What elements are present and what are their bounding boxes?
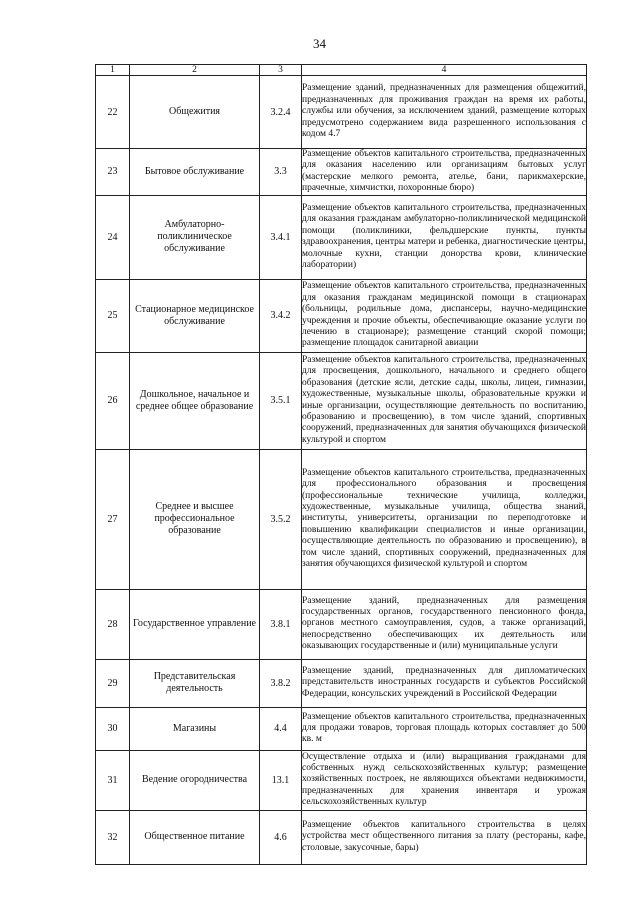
row-number: 32 xyxy=(96,810,130,864)
use-description: Размещение объектов капитального строительства, предназначенных для профессионального образования и просвещения (профессиональные технические училища, колледжи, художественные, музыкальные училища, общества знаний, институты, университеты, организации по переподготовке и повышению квалификации специалистов и иные организации, осуществляющие деятельность по образованию и просвещению), в том числе зданий, спортивных сооружений, предназначенных для занятия обучающихся физической культурой и спортом xyxy=(302,449,587,589)
table-row xyxy=(96,449,587,589)
use-description: Размещение объектов капитального строительства, предназначенных для оказания гражданам амбулаторно-поликлинической медицинской помощи (поликлиники, фельдшерские пункты, пункты здравоохранения, центры матери и ребенка, диагностические центры, молочные кухни, станции донорства крови, клинические лаборатории) xyxy=(302,195,587,279)
table-row xyxy=(96,750,587,810)
column-header: 1 xyxy=(96,65,130,76)
table-row xyxy=(96,195,587,279)
table-row xyxy=(96,589,587,659)
use-description: Размещение объектов капитального строительства, предназначенных для продажи товаров, торговая площадь которых составляет до 500 кв. м xyxy=(302,707,587,750)
table-row xyxy=(96,810,587,864)
use-name: Представительская деятельность xyxy=(130,659,260,707)
use-name: Амбулаторно-поликлиническое обслуживание xyxy=(130,195,260,279)
row-number: 22 xyxy=(96,76,130,149)
use-description: Размещение зданий, предназначенных для дипломатических представительств иностранных государств и субъектов Российской Федерации, консульских учреждений в Российской Федерации xyxy=(302,659,587,707)
use-name: Государственное управление xyxy=(130,589,260,659)
column-header: 4 xyxy=(302,65,587,76)
use-name: Бытовое обслуживание xyxy=(130,149,260,196)
use-code: 13.1 xyxy=(260,750,302,810)
use-code: 3.4.2 xyxy=(260,279,302,352)
table-row xyxy=(96,659,587,707)
use-description: Размещение объектов капитального строительства, предназначенных для оказания гражданам медицинской помощи в стационарах (больницы, родильные дома, диспансеры, научно-медицинские учреждения и прочие объекты, обеспечивающие оказание услуги по лечению в стационаре); размещение станций скорой помощи; размещение площадок санитарной авиации xyxy=(302,279,587,352)
column-header: 3 xyxy=(260,65,302,76)
use-description: Размещение объектов капитального строительства, предназначенных для оказания населению или организациям бытовых услуг (мастерские мелкого ремонта, ателье, бани, парикмахерские, прачечные, химчистки, похоронные бюро) xyxy=(302,149,586,194)
use-code: 3.8.2 xyxy=(260,659,302,707)
row-number: 31 xyxy=(96,750,130,810)
row-number: 30 xyxy=(96,707,130,750)
column-header: 2 xyxy=(130,65,260,76)
use-name: Дошкольное, начальное и среднее общее образование xyxy=(130,352,260,449)
use-code: 3.3 xyxy=(260,149,302,196)
row-number: 26 xyxy=(96,352,130,449)
table-row xyxy=(96,149,587,196)
use-name: Ведение огородничества xyxy=(130,750,260,810)
row-number: 24 xyxy=(96,195,130,279)
use-name: Стационарное медицинское обслуживание xyxy=(130,279,260,352)
use-description: Осуществление отдыха и (или) выращивания гражданами для собственных нужд сельскохозяйственных культур; размещение хозяйственных построек, не являющихся объектами недвижимости, предназначенных для хранения инвентаря и урожая сельскохозяйственных культур xyxy=(302,750,587,810)
use-description: Размещение зданий, предназначенных для размещения государственных органов, государственного пенсионного фонда, органов местного самоуправления, судов, а также организаций, непосредственно обеспечивающих их деятельность или оказывающих государственные и (или) муниципальные услуги xyxy=(302,589,587,659)
land-use-table xyxy=(95,64,587,865)
use-code: 3.4.1 xyxy=(260,195,302,279)
table-row xyxy=(96,352,587,449)
use-description: Размещение зданий, предназначенных для размещения общежитий, предназначенных для проживания граждан на время их работы, службы или обучения, за исключением зданий, размещение которых предусмотрено содержанием вида разрешенного использования с кодом 4.7 xyxy=(302,76,587,149)
table-row xyxy=(96,76,587,149)
use-code: 4.4 xyxy=(260,707,302,750)
use-description: Размещение объектов капитального строительства, предназначенных для просвещения, дошкольного, начального и среднего общего образования (детские ясли, детские сады, школы, лицеи, гимназии, художественные, музыкальные школы, образовательные кружки и иные организации, осуществляющие деятельность по воспитанию, образованию и просвещению), в том числе зданий, спортивных сооружений, предназначенных для занятия обучающихся физической культурой и спортом xyxy=(302,352,587,449)
page-number: 34 xyxy=(313,36,326,51)
use-name: Магазины xyxy=(130,707,260,750)
use-code: 4.6 xyxy=(260,810,302,864)
use-name: Среднее и высшее профессиональное образование xyxy=(130,449,260,589)
use-code: 3.5.1 xyxy=(260,352,302,449)
use-code: 3.8.1 xyxy=(260,589,302,659)
table-row xyxy=(96,707,587,750)
row-number: 23 xyxy=(96,149,130,196)
row-number: 29 xyxy=(96,659,130,707)
row-number: 27 xyxy=(96,449,130,589)
use-name: Общественное питание xyxy=(130,810,260,864)
use-name: Общежития xyxy=(130,76,260,149)
use-code: 3.2.4 xyxy=(260,76,302,149)
use-description: Размещение объектов капитального строительства в целях устройства мест общественного питания за плату (рестораны, кафе, столовые, закусочные, бары) xyxy=(302,810,587,864)
table-row xyxy=(96,279,587,352)
row-number: 25 xyxy=(96,279,130,352)
row-number: 28 xyxy=(96,589,130,659)
use-code: 3.5.2 xyxy=(260,449,302,589)
table-header-row xyxy=(96,65,587,76)
